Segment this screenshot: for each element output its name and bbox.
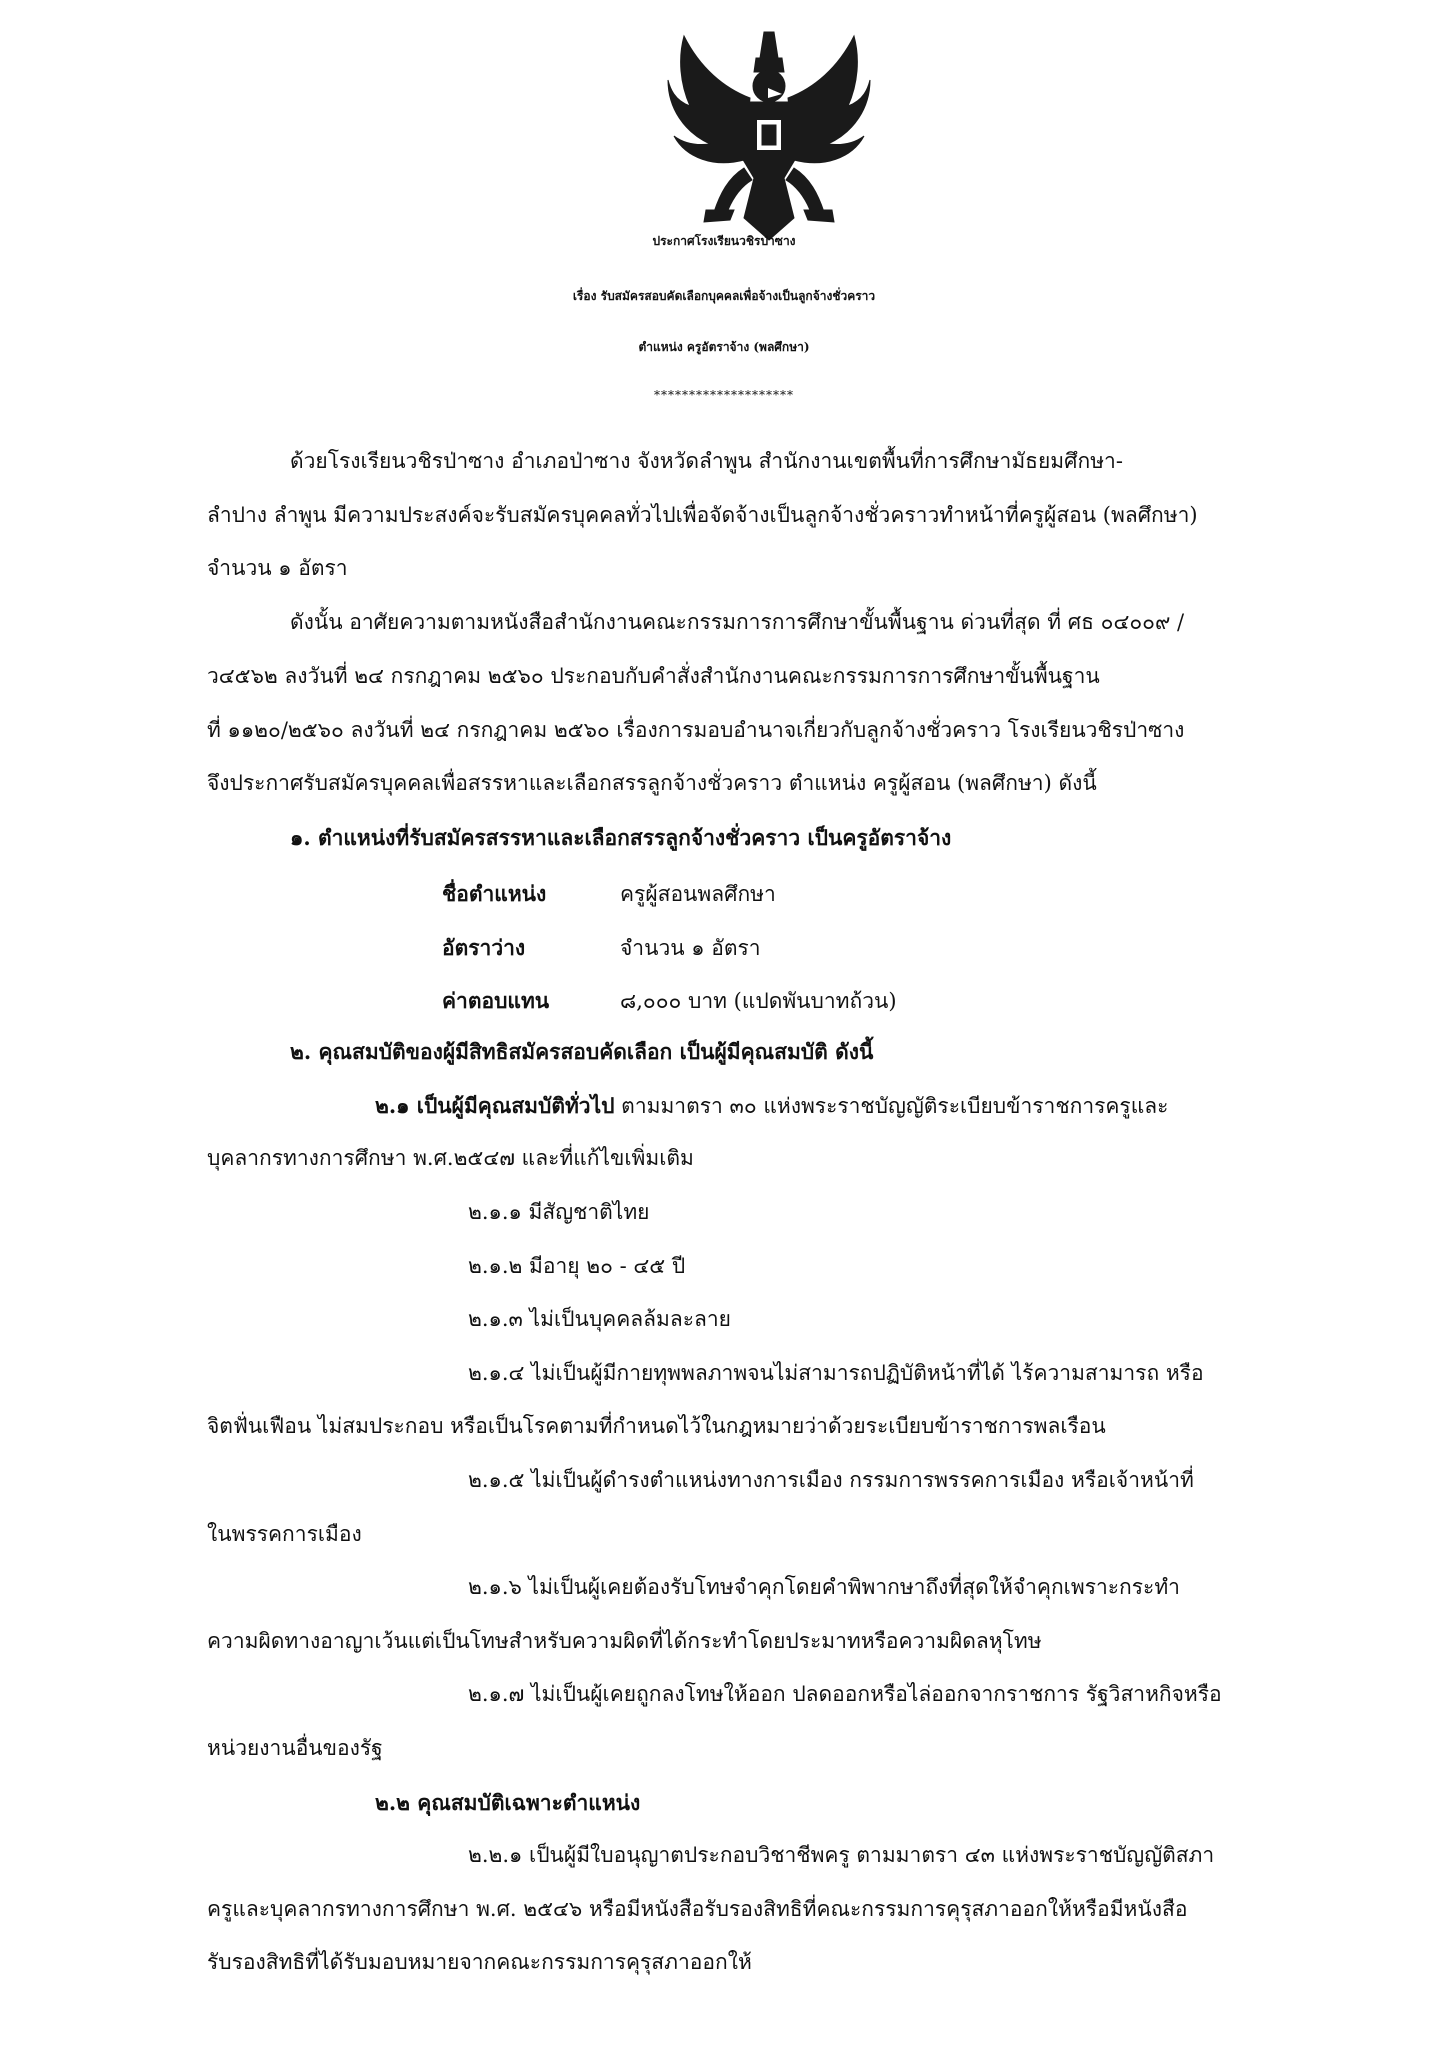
- item-2-1-6-line-2: ความผิดทางอาญาเว้นแต่เป็นโทษสำหรับความผิดที่ได้กระทำโดยประมาทหรือความผิดลหุโทษ: [207, 1629, 1042, 1653]
- intro-paragraph-1-line-2: ลำปาง ลำพูน มีความประสงค์จะรับสมัครบุคคลทั่วไปเพื่อจัดจ้างเป็นลูกจ้างชั่วคราวทำหน้าที่ครูผู้สอน (พลศึกษา): [207, 503, 1198, 527]
- item-2-1-2: ๒.๑.๒ มีอายุ ๒๐ - ๔๕ ปี: [468, 1254, 686, 1278]
- intro-paragraph-2-line-3: ที่ ๑๑๒๐/๒๕๖๐ ลงวันที่ ๒๔ กรกฎาคม ๒๕๖๐ เรื่องการมอบอำนาจเกี่ยวกับลูกจ้างชั่วคราว โรงเรียนวชิรป่าซาง: [207, 718, 1185, 742]
- item-2-2-1-line-2: ครูและบุคลากรทางการศึกษา พ.ศ. ๒๕๔๖ หรือมีหนังสือรับรองสิทธิที่คณะกรรมการคุรุสภาออกให้หรือมีหนังสือ: [207, 1897, 1188, 1921]
- intro-paragraph-2-line-4: จึงประกาศรับสมัครบุคคลเพื่อสรรหาและเลือกสรรลูกจ้างชั่วคราว ตำแหน่ง ครูผู้สอน (พลศึกษา) ดังนี้: [207, 771, 1097, 795]
- section-2-1-title: ๒.๑ เป็นผู้มีคุณสมบัติทั่วไป: [375, 1093, 615, 1118]
- announcement-subject: เรื่อง รับสมัครสอบคัดเลือกบุคคลเพื่อจ้างเป็นลูกจ้างชั่วคราว: [572, 289, 876, 303]
- intro-paragraph-1-line-3: จำนวน ๑ อัตรา: [207, 556, 348, 580]
- compensation-value: ๘,๐๐๐ บาท (แปดพันบาทถ้วน): [620, 989, 897, 1013]
- item-2-1-5-line-2: ในพรรคการเมือง: [207, 1522, 362, 1546]
- garuda-emblem-icon: [664, 28, 874, 246]
- item-2-2-1-line-1: ๒.๒.๑ เป็นผู้มีใบอนุญาตประกอบวิชาชีพครู ตามมาตรา ๔๓ แห่งพระราชบัญญัติสภา: [468, 1843, 1215, 1867]
- position-name-value: ครูผู้สอนพลศึกษา: [620, 882, 776, 906]
- header-separator: ********************: [654, 388, 794, 402]
- item-2-1-6-line-1: ๒.๑.๖ ไม่เป็นผู้เคยต้องรับโทษจำคุกโดยคำพิพากษาถึงที่สุดให้จำคุกเพราะกระทำ: [468, 1575, 1180, 1599]
- section-2-heading: ๒. คุณสมบัติของผู้มีสิทธิสมัครสอบคัดเลือก เป็นผู้มีคุณสมบัติ ดังนี้: [290, 1039, 874, 1064]
- item-2-1-3: ๒.๑.๓ ไม่เป็นบุคคลล้มละลาย: [468, 1307, 731, 1331]
- item-2-1-4-line-1: ๒.๑.๔ ไม่เป็นผู้มีกายทุพพลภาพจนไม่สามารถปฏิบัติหน้าที่ได้ ไร้ความสามารถ หรือ: [468, 1361, 1204, 1385]
- item-2-1-5-line-1: ๒.๑.๕ ไม่เป็นผู้ดำรงตำแหน่งทางการเมือง กรรมการพรรคการเมือง หรือเจ้าหน้าที่: [468, 1468, 1194, 1492]
- intro-paragraph-2-line-2: ว๔๕๖๒ ลงวันที่ ๒๔ กรกฎาคม ๒๕๖๐ ประกอบกับคำสั่งสำนักงานคณะกรรมการการศึกษาขั้นพื้นฐาน: [207, 664, 1100, 688]
- vacancy-value: จำนวน ๑ อัตรา: [620, 936, 761, 960]
- item-2-2-1-line-3: รับรองสิทธิที่ได้รับมอบหมายจากคณะกรรมการคุรุสภาออกให้: [207, 1950, 752, 1974]
- item-2-1-1: ๒.๑.๑ มีสัญชาติไทย: [468, 1200, 650, 1224]
- section-2-1-line-2: บุคลากรทางการศึกษา พ.ศ.๒๕๔๗ และที่แก้ไขเพิ่มเติม: [207, 1146, 694, 1170]
- section-1-heading: ๑. ตำแหน่งที่รับสมัครสรรหาและเลือกสรรลูกจ้างชั่วคราว เป็นครูอัตราจ้าง: [290, 825, 952, 850]
- item-2-1-4-line-2: จิตฟั่นเฟือน ไม่สมประกอบ หรือเป็นโรคตามที่กำหนดไว้ในกฎหมายว่าด้วยระเบียบข้าราชการพลเรือน: [207, 1414, 1106, 1438]
- vacancy-label: อัตราว่าง: [442, 935, 526, 960]
- position-name-label: ชื่อตำแหน่ง: [442, 881, 547, 906]
- intro-paragraph-1-line-1: ด้วยโรงเรียนวชิรป่าซาง อำเภอป่าซาง จังหวัดลำพูน สำนักงานเขตพื้นที่การศึกษามัธยมศึกษา-: [290, 449, 1123, 473]
- item-2-1-7-line-1: ๒.๑.๗ ไม่เป็นผู้เคยถูกลงโทษให้ออก ปลดออกหรือไล่ออกจากราชการ รัฐวิสาหกิจหรือ: [468, 1682, 1222, 1706]
- section-2-2-heading: ๒.๒ คุณสมบัติเฉพาะตำแหน่ง: [375, 1790, 641, 1815]
- intro-paragraph-2-line-1: ดังนั้น อาศัยความตามหนังสือสำนักงานคณะกรรมการการศึกษาขั้นพื้นฐาน ด่วนที่สุด ที่ ศธ ๐๔๐๐๙ /: [290, 610, 1185, 634]
- announcement-position: ตำแหน่ง ครูอัตราจ้าง (พลศึกษา): [638, 340, 810, 354]
- section-2-1-text: ตามมาตรา ๓๐ แห่งพระราชบัญญัติระเบียบข้าราชการครูและ: [614, 1094, 1169, 1118]
- announcement-title: ประกาศโรงเรียนวชิรป่าซาง: [652, 234, 796, 248]
- item-2-1-7-line-2: หน่วยงานอื่นของรัฐ: [207, 1736, 383, 1760]
- section-2-1-line-1: [375, 1093, 1168, 1119]
- compensation-label: ค่าตอบแทน: [442, 988, 550, 1013]
